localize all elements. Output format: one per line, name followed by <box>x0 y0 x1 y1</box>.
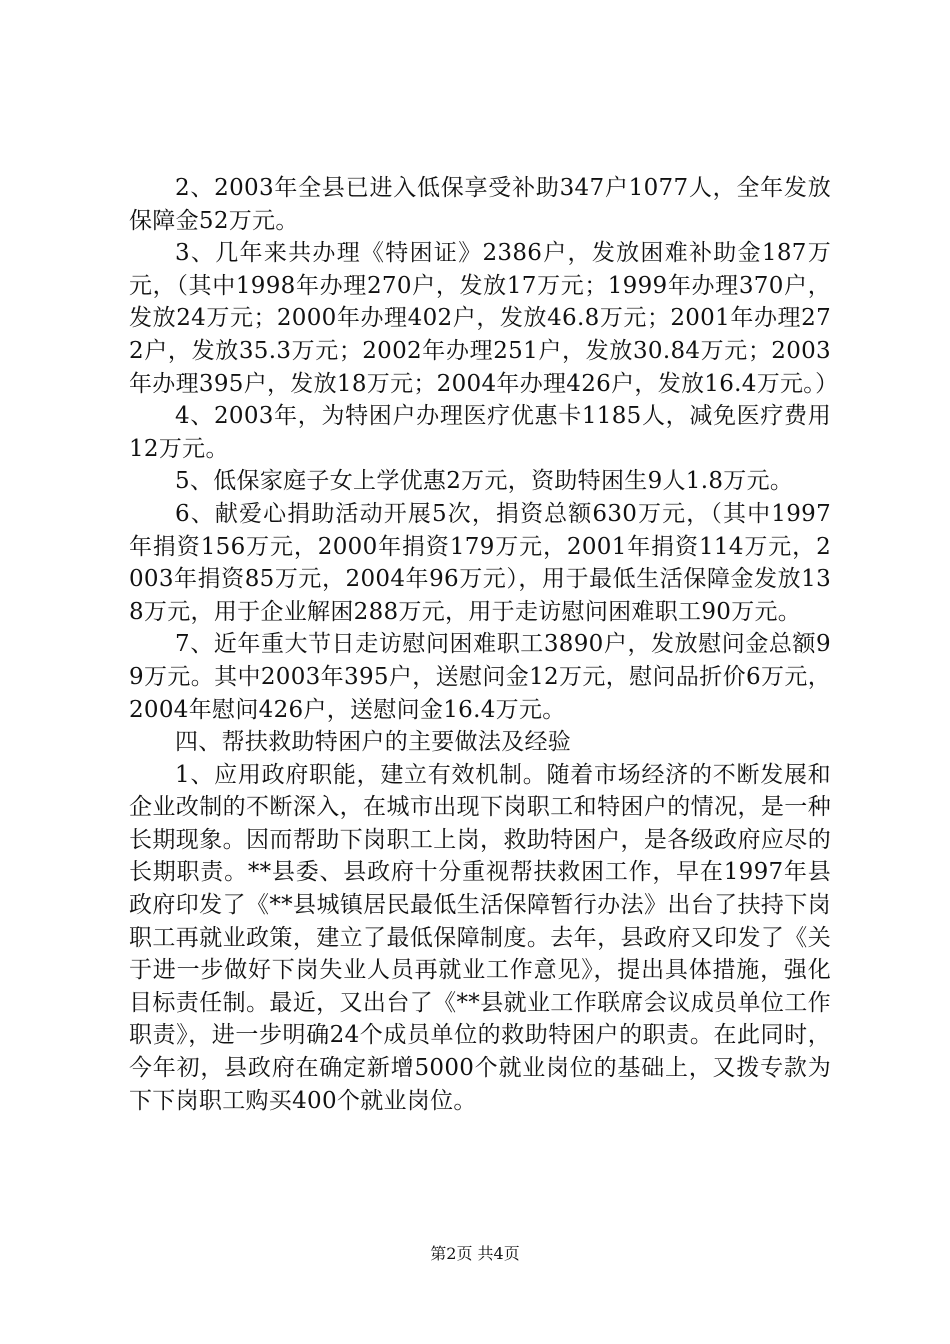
page-number-footer: 第2页 共4页 <box>430 1244 520 1263</box>
paragraph-holiday-visits: 7、近年重大节日走访慰问困难职工3890户，发放慰问金总额99万元。其中2003年395户，送慰问金12万元，慰问品折价6万元，2004年慰问426户，送慰问金16.4万元。 <box>129 631 831 723</box>
document-body <box>129 172 839 1117</box>
paragraph-hardship-certificate: 3、几年来共办理《特困证》2386户，发放困难补助金187万元，（其中1998年办理270户，发放17万元；1999年办理370户，发放24万元；2000年办理402户，发放46.8万元；2001年办理272户，发放35.3万元；2002年办理251户，发放30.84万元；2003年办理395户，发放18万元；2004年办理426户，发放16.4万元。） <box>129 240 839 397</box>
paragraph-government-mechanism: 1、应用政府职能，建立有效机制。随着市场经济的不断发展和企业改制的不断深入，在城市出现下岗职工和特困户的情况，是一种长期现象。因而帮助下岗职工上岗，救助特困户，是各级政府应尽的长期职责。**县委、县政府十分重视帮扶救困工作，早在1997年县政府印发了《**县城镇居民最低生活保障暂行办法》出台了扶持下岗职工再就业政策，建立了最低保障制度。去年，县政府又印发了《关于进一步做好下岗失业人员再就业工作意见》，提出具体措施，强化目标责任制。最近，又出台了《**县就业工作联席会议成员单位工作职责》，进一步明确24个成员单位的救助特困户的职责。在此同时，今年初，县政府在确定新增5000个就业岗位的基础上，又拨专款为下下岗职工购买400个就业岗位。 <box>129 761 831 1114</box>
section-heading-methods: 四、帮扶救助特困户的主要做法及经验 <box>175 729 572 756</box>
paragraph-education-aid: 5、低保家庭子女上学优惠2万元，资助特困生9人1.8万元。 <box>175 468 794 495</box>
paragraph-donation-activities: 6、献爱心捐助活动开展5次，捐资总额630万元，（其中1997年捐资156万元，2000年捐资179万元，2001年捐资114万元，2003年捐资85万元，2004年96万元），用于最低生活保障金发放138万元，用于企业解困288万元，用于走访慰问困难职工90万元。 <box>129 500 831 625</box>
paragraph-medical-card: 4、2003年，为特困户办理医疗优惠卡1185人，减免医疗费用12万元。 <box>129 403 831 462</box>
paragraph-low-income-2003: 2、2003年全县已进入低保享受补助347户1077人，全年发放保障金52万元。 <box>129 175 831 234</box>
